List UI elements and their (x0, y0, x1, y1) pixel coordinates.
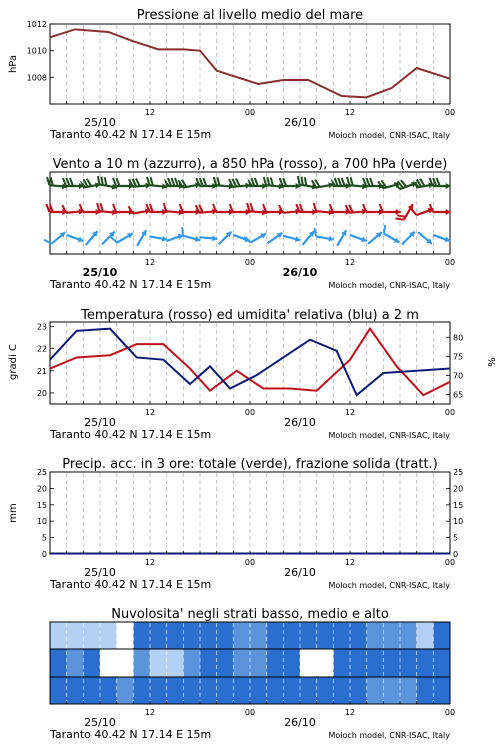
cloud-cell (183, 649, 200, 677)
cloud-cell (67, 677, 84, 704)
y-tick-label: 1012 (26, 20, 47, 29)
date-label: 26/10 (284, 416, 316, 429)
cloud-cell (300, 677, 317, 704)
cloud-cell (67, 622, 84, 649)
cloud-cell (417, 622, 434, 649)
x-tick-label: 12 (344, 108, 356, 117)
cloud-cell (117, 622, 134, 649)
x-tick-label: 12 (144, 408, 156, 417)
cloud-cell (333, 649, 350, 677)
date-label: 25/10 (84, 116, 116, 129)
y-tick-right-label: 10 (453, 517, 464, 527)
cloud-cell (333, 622, 350, 649)
wind-barb (166, 232, 185, 244)
wind-barb-tick (172, 178, 175, 186)
wind-barb-tick (117, 178, 120, 186)
x-tick-label: 00 (444, 258, 456, 267)
y-tick-right-label: 70 (453, 371, 464, 381)
cloud-cell (217, 649, 234, 677)
wind-barb (100, 230, 117, 247)
temp-rh-grid (67, 323, 434, 403)
cloud-cell (317, 622, 334, 649)
y-tick-right-label: 5 (453, 533, 459, 543)
cloud-cell (433, 649, 450, 677)
wind-barb-tick (437, 178, 440, 186)
precip-panel (8, 457, 463, 591)
source-label: Moloch model, CNR-ISAC, Italy (328, 281, 450, 290)
x-tick-label: 12 (344, 558, 356, 567)
x-tick-label: 00 (244, 708, 256, 717)
cloud-cell (200, 622, 217, 649)
cloud-cell (100, 649, 117, 677)
cloud-cell (83, 622, 100, 649)
cloud-cell (250, 622, 267, 649)
wind-panel (44, 157, 455, 291)
y-tick-right-label: 25 (453, 468, 464, 477)
y-tick-right-label: 20 (453, 484, 464, 494)
wind-barb (146, 177, 168, 190)
cloud-cell (100, 677, 117, 704)
location-label: Taranto 40.42 N 17.14 E 15m (50, 128, 212, 141)
cloud-cell (50, 649, 67, 677)
date-label: 26/10 (284, 566, 316, 579)
cloud-cell (400, 649, 417, 677)
date-label: 26/10 (282, 266, 318, 279)
x-tick-label: 12 (344, 708, 356, 717)
y-tick-label: 1008 (26, 73, 47, 83)
wind-barb (349, 232, 368, 244)
wind-barb-tick (70, 178, 73, 186)
cloud-cell (250, 677, 267, 704)
wind-barb (380, 204, 401, 215)
cloud-cell (217, 622, 234, 649)
y-tick-label: 25 (36, 468, 47, 477)
cloud-cell (133, 677, 150, 704)
y-tick-label: 22 (36, 344, 47, 354)
wind-barb-tick (370, 178, 373, 186)
wind-barb (432, 232, 451, 244)
precip-yticks-right (446, 468, 463, 559)
cloud-cell (150, 649, 167, 677)
date-label: 25/10 (84, 416, 116, 429)
cloud-cell (67, 649, 84, 677)
wind-barb (84, 229, 100, 247)
cloud-title: Nuvolosita' negli strati basso, medio e alto (111, 607, 389, 622)
wind-barb (44, 226, 67, 248)
x-tick-label: 00 (444, 408, 456, 417)
cloud-cell (133, 649, 150, 677)
cloud-cell (150, 622, 167, 649)
temp-rh-title: Temperatura (rosso) ed umidita' relativa (blu) a 2 m (81, 308, 419, 323)
y-tick-label: 23 (36, 322, 47, 332)
date-label: 25/10 (84, 716, 116, 729)
x-tick-label: 12 (144, 258, 156, 267)
cloud-cell (183, 622, 200, 649)
x-tick-label: 00 (444, 108, 456, 117)
wind-barb (378, 176, 401, 192)
cloud-cell (333, 677, 350, 704)
wind-barb (66, 232, 85, 244)
rh-ylabel: % (485, 357, 496, 367)
wind-barb-tick (180, 227, 185, 236)
precip-frame (50, 472, 450, 554)
cloud-cell (317, 649, 334, 677)
cloud-cell (200, 649, 217, 677)
precip-title: Precip. acc. in 3 ore: totale (verde), frazione solida (tratt.) (62, 457, 438, 472)
temp-ylabel: gradi C (8, 344, 19, 380)
source-label: Moloch model, CNR-ISAC, Italy (328, 431, 450, 440)
x-tick-label: 00 (244, 408, 256, 417)
cloud-cell (417, 677, 434, 704)
x-tick-label: 12 (144, 108, 156, 117)
y-tick-right-label: 15 (453, 500, 464, 510)
cloud-cell (217, 677, 234, 704)
wind-barb-tick (338, 178, 341, 186)
cloud-cell (433, 622, 450, 649)
x-tick-label: 00 (444, 708, 456, 717)
precip-yticks (37, 468, 54, 559)
wind-barb-tick (342, 178, 345, 186)
location-label: Taranto 40.42 N 17.14 E 15m (50, 428, 212, 441)
y-tick-label: 1010 (26, 46, 47, 56)
wind-barbs (44, 175, 451, 248)
date-label: 26/10 (284, 116, 316, 129)
cloud-cell (267, 649, 284, 677)
wind-barb-tick (255, 178, 258, 186)
wind-barb (296, 176, 319, 190)
wind-barb (135, 229, 149, 248)
y-tick-label: 10 (36, 517, 47, 527)
wind-barb (266, 230, 284, 245)
date-label: 25/10 (84, 566, 116, 579)
wind-barb-tick (175, 178, 178, 186)
cloud-cell (50, 677, 67, 704)
cloud-cell (117, 677, 134, 704)
date-label: 25/10 (82, 266, 118, 279)
cloud-cell (367, 622, 384, 649)
cloud-cell (400, 622, 417, 649)
cloud-cell (100, 622, 117, 649)
y-tick-right-label: 65 (453, 390, 464, 400)
cloud-cell (367, 677, 384, 704)
cloud-cell (283, 677, 300, 704)
x-tick-label: 12 (344, 258, 356, 267)
wind-barb (179, 227, 202, 243)
wind-barb (313, 228, 336, 242)
y-tick-label: 0 (41, 550, 47, 559)
pressure-xticks (49, 101, 455, 141)
cloud-cell (267, 677, 284, 704)
wind-barb (282, 233, 301, 243)
wind-barb-tick (46, 204, 49, 212)
source-label: Moloch model, CNR-ISAC, Italy (328, 581, 450, 590)
cloud-cell (417, 649, 434, 677)
wind-barb-tick (367, 178, 370, 186)
wind-xticks (49, 251, 455, 291)
cloud-cell (350, 677, 367, 704)
y-tick-label: 20 (36, 388, 47, 398)
cloud-heatmap-cells (50, 622, 451, 704)
pressure-title: Pressione al livello medio del mare (136, 8, 364, 23)
cloud-cell (150, 677, 167, 704)
cloud-panel (49, 607, 455, 741)
wind-barb-tick (67, 178, 70, 186)
cloud-cell (317, 677, 334, 704)
x-tick-label: 12 (344, 408, 356, 417)
cloud-cell (133, 622, 150, 649)
y-tick-label: 20 (36, 484, 47, 494)
cloud-cell (50, 622, 67, 649)
wind-barb (430, 178, 451, 189)
wind-barb (229, 177, 251, 190)
cloud-cell (117, 649, 134, 677)
wind-barb (199, 234, 217, 242)
y-tick-label: 21 (36, 366, 47, 376)
wind-barb (400, 230, 417, 247)
cloud-cell (283, 649, 300, 677)
source-label: Moloch model, CNR-ISAC, Italy (328, 131, 450, 140)
y-tick-label: 5 (41, 533, 47, 543)
cloud-cell (167, 622, 184, 649)
wind-barb-tick (381, 225, 388, 233)
temp-rh-panel (8, 308, 496, 441)
cloud-cell (383, 677, 400, 704)
precip-grid (67, 473, 434, 553)
cloud-cell (367, 649, 384, 677)
cloud-cell (183, 677, 200, 704)
cloud-cell (383, 649, 400, 677)
pressure-panel (8, 8, 455, 141)
rh-yticks (446, 333, 463, 399)
wind-barb (366, 230, 384, 246)
y-tick-right-label: 0 (453, 550, 459, 559)
wind-title: Vento a 10 m (azzurro), a 850 hPa (rosso), a 700 hPa (verde) (52, 157, 448, 172)
wind-barb (416, 230, 434, 246)
cloud-cell (400, 677, 417, 704)
x-tick-label: 12 (144, 558, 156, 567)
temp-yticks (37, 322, 54, 397)
precip-xticks (49, 551, 455, 591)
cloud-cell (167, 677, 184, 704)
wind-barb-tick (111, 236, 118, 244)
location-label: Taranto 40.42 N 17.14 E 15m (50, 278, 212, 291)
x-tick-label: 00 (244, 558, 256, 567)
pressure-ylabel: hPa (8, 54, 19, 74)
wind-barb (217, 230, 234, 247)
cloud-cell (233, 649, 250, 677)
cloud-cell (350, 622, 367, 649)
source-label: Moloch model, CNR-ISAC, Italy (328, 731, 450, 740)
cloud-cell (300, 649, 317, 677)
y-tick-label: 15 (36, 500, 47, 510)
wind-barb-tick (203, 178, 206, 186)
cloud-cell (200, 677, 217, 704)
cloud-cell (250, 649, 267, 677)
wind-barb (149, 233, 168, 242)
cloud-cell (283, 622, 300, 649)
x-tick-label: 00 (244, 108, 256, 117)
cloud-cell (300, 622, 317, 649)
cloud-cell (83, 677, 100, 704)
cloud-cell (350, 649, 367, 677)
cloud-cell (233, 622, 250, 649)
cloud-xticks (49, 701, 455, 741)
date-label: 26/10 (284, 716, 316, 729)
location-label: Taranto 40.42 N 17.14 E 15m (50, 578, 212, 591)
cloud-cell (433, 677, 450, 704)
wind-barb (380, 225, 404, 245)
cloud-cell (167, 649, 184, 677)
location-label: Taranto 40.42 N 17.14 E 15m (50, 728, 212, 741)
cloud-cell (233, 677, 250, 704)
wind-barb (335, 229, 349, 248)
cloud-cell (267, 622, 284, 649)
wind-barb (300, 229, 316, 247)
precip-ylabel: mm (8, 503, 19, 523)
cloud-cell (83, 649, 100, 677)
temp-rh-frame (50, 322, 450, 404)
wind-barb (111, 227, 135, 247)
wind-barb-tick (411, 208, 417, 217)
x-tick-label: 00 (444, 558, 456, 567)
y-tick-right-label: 75 (453, 352, 464, 362)
y-tick-right-label: 80 (453, 333, 464, 343)
wind-barb (244, 227, 268, 247)
x-tick-label: 12 (144, 708, 156, 717)
x-tick-label: 00 (244, 258, 256, 267)
cloud-cell (383, 622, 400, 649)
wind-barb-tick (283, 178, 286, 186)
wind-barb (232, 232, 251, 244)
temp-rh-xticks (49, 401, 455, 441)
